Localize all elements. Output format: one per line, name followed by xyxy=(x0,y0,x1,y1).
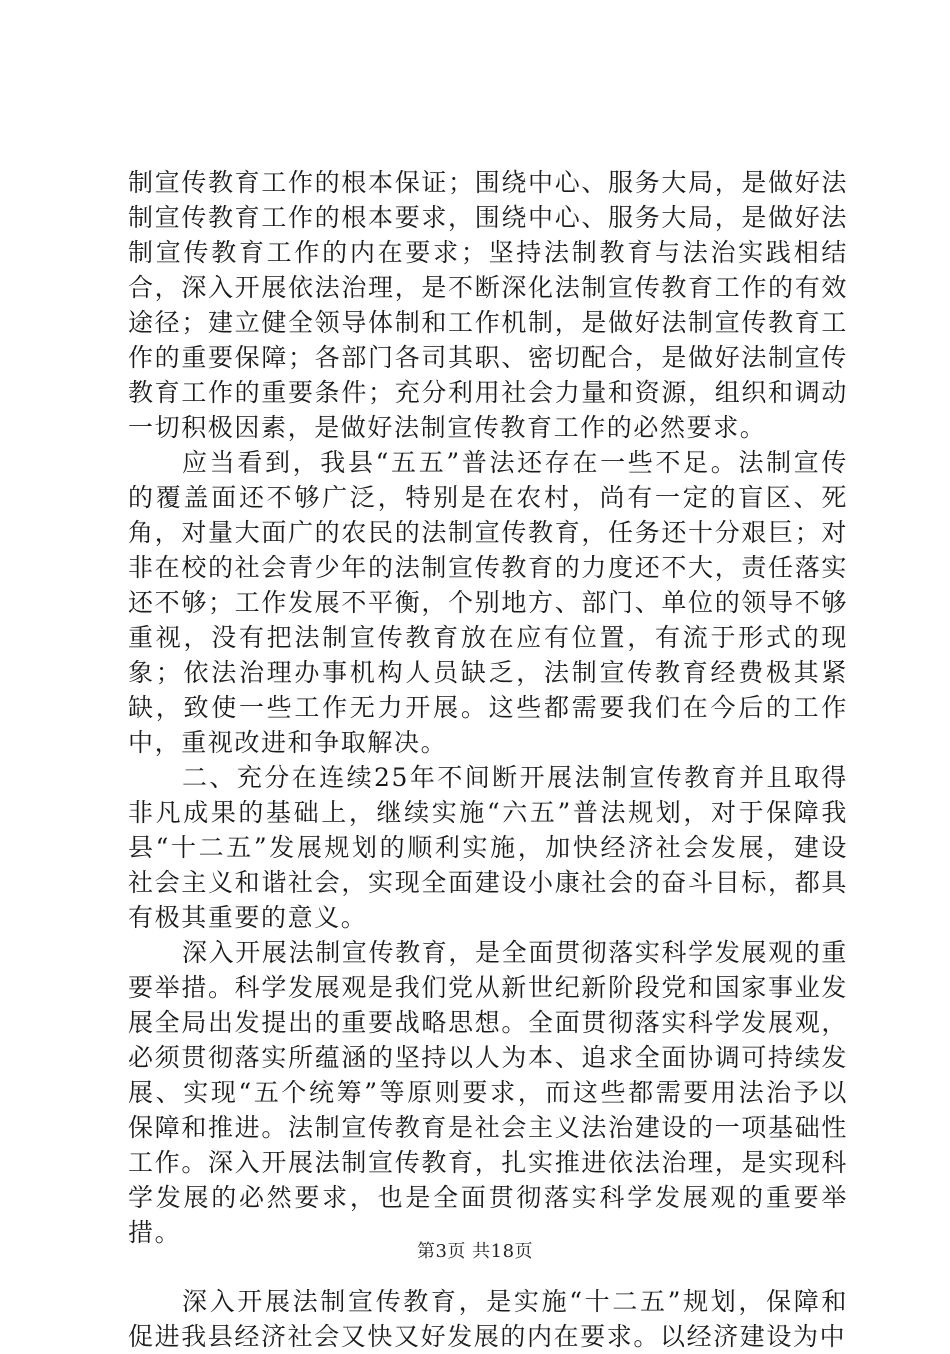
paragraph-shortcomings: 应当看到，我县“五五”普法还存在一些不足。法制宣传的覆盖面还不够广泛，特别是在农村，尚有一定的盲区、死角，对量大面广的农民的法制宣传教育，任务还十分艰巨；对非在校的社会青少年的法制宣传教育的力度还不大，责任落实还不够；工作发展不平衡，个别地方、部门、单位的领导不够重视，没有把法制宣传教育放在应有位置，有流于形式的现象；依法治理办事机构人员缺乏，法制宣传教育经费极其紧缺，致使一些工作无力开展。这些都需要我们在今后的工作中，重视改进和争取解决。 xyxy=(128,448,848,757)
paragraph-twelfth-five-year-plan: 深入开展法制宣传教育，是实施“十二五”规划，保障和促进我县经济社会又快又好发展的内在要求。以经济建设为中 xyxy=(128,1287,848,1351)
paragraph-continuation: 制宣传教育工作的根本保证；围绕中心、服务大局，是做好法制宣传教育工作的根本要求，围绕中心、服务大局，是做好法制宣传教育工作的内在要求；坚持法制教育与法治实践相结合，深入开展依法治理，是不断深化法制宣传教育工作的有效途径；建立健全领导体制和工作机制，是做好法制宣传教育工作的重要保障；各部门各司其职、密切配合，是做好法制宣传教育工作的重要条件；充分利用社会力量和资源，组织和调动一切积极因素，是做好法制宣传教育工作的必然要求。 xyxy=(128,168,848,442)
paragraph-scientific-development: 深入开展法制宣传教育，是全面贯彻落实科学发展观的重要举措。科学发展观是我们党从新世纪新阶段党和国家事业发展全局出发提出的重要战略思想。全面贯彻落实科学发展观，必须贯彻落实所蕴涵的坚持以人为本、追求全面协调可持续发展、实现“五个统筹”等原则要求，而这些都需要用法治予以保障和推进。法制宣传教育是社会主义法治建设的一项基础性工作。深入开展法制宣传教育，扎实推进依法治理，是实现科学发展的必然要求，也是全面贯彻落实科学发展观的重要举措。 xyxy=(128,938,848,1247)
document-body xyxy=(128,165,848,1354)
page-number-footer: 第3页 共18页 xyxy=(416,1241,534,1262)
paragraph-section-two: 二、充分在连续25年不间断开展法制宣传教育并且取得非凡成果的基础上，继续实施“六五”普法规划，对于保障我县“十二五”发展规划的顺利实施，加快经济社会发展，建设社会主义和谐社会，实现全面建设小康社会的奋斗目标，都具有极其重要的意义。 xyxy=(128,763,848,932)
